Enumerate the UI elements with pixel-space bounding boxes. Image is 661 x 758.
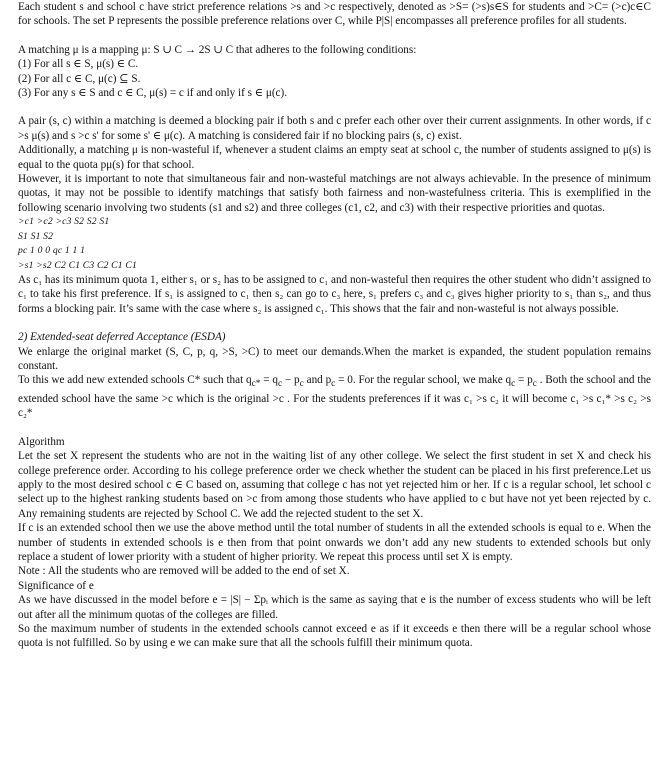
paragraph-non-wasteful: Additionally, a matching μ is non-wasteful if, whenever a student claims an empty seat at school c, the number of students assigned to μ(s) is equal to the quota pμ(s) for that school. — [18, 144, 651, 171]
paragraph-enlarge-market: We enlarge the original market (S, C, p, q, >S, >C) to meet our demands.When the market is expanded, the student population remains constant. — [18, 345, 651, 372]
section-heading-esda: 2) Extended-seat deferred Acceptance (ESDA) — [18, 331, 226, 344]
example-line-3: pc 1 0 0 qc 1 1 1 — [18, 245, 86, 257]
paragraph-blocking-pair: A pair (s, c) within a matching is deemed a blocking pair if both s and c prefer each other over their current assignments. In other words, if c >s μ(s) and s >c s' for some s' ∈ μ(c). A matching is considered fair if no blocking pairs (s, c) exist. — [18, 115, 651, 142]
example-line-4: >s1 >s2 C2 C1 C3 C2 C1 C1 — [18, 259, 137, 271]
example-line-1: >c1 >c2 >c3 S2 S2 S1 — [18, 216, 110, 228]
example-line-2: S1 S1 S2 — [18, 230, 54, 242]
algorithm-heading: Algorithm — [18, 435, 65, 448]
paragraph-significance-2: So the maximum number of students in the extended schools cannot exceed e as if it exceeds e then there will be a regular school whose quota is not fulfilled. So by using e we can make sure that all the schools fulfill their minimum quota. — [18, 623, 651, 650]
condition-1: (1) For all s ∈ S, μ(s) ∈ C. — [18, 58, 139, 71]
paragraph-extended-school-rule: If c is an extended school then we use the above method until the total number of students in all the extended schools is equal to e. When the number of students in extended schools is e then from that point onwards we don’t add any new students to extended schools but only replace a student of lower priority with a student of higher priority. We repeat this process until set X is empty. — [18, 522, 651, 564]
paragraph-fair-nonwasteful: However, it is important to note that simultaneous fair and non-wasteful matchings are not always achievable. In the presence of minimum quotas, it may not be possible to identify matchings that satisfy both fairness and non-wastefulness criteria. This is exemplified in the following scenario involving two students (s1 and s2) and three colleges (c1, c2, and c3) with their respective priorities and quotas. — [18, 173, 651, 214]
paragraph-significance-1: As we have discussed in the model before e = |S| − Σpᵢ which is the same as saying that e is the number of excess students who will be left out after all the minimum quotas of the colleges are filled. — [18, 594, 651, 621]
significance-heading: Significance of e — [18, 579, 94, 592]
paragraph-example-explanation: As c₁ has its minimum quota 1, either s₁ or s₂ has to be assigned to c₁ and non-wasteful then requires the other student who didn’t assigned to c₁ to take his first preference. If s₁ is assigned to c₁ then s₂ can go to c₃ here, s₁ prefers c₃ and c₃ gives higher priority to s₁ than s₂, and thus forms a blocking pair. It’s same with the case where s₂ is assigned c₁. This shows that the fair and non-wasteful is not always possible. — [18, 273, 651, 315]
paragraph-matching-definition: A matching μ is a mapping μ: S ∪ C → 2S ∪ C that adheres to the following conditions: — [18, 43, 417, 56]
paragraph-note: Note : All the students who are removed will be added to the end of set X. — [18, 565, 350, 578]
condition-3: (3) For any s ∈ S and c ∈ C, μ(s) = c if and only if s ∈ μ(c). — [18, 87, 288, 100]
paragraph-extended-schools: To this we add new extended schools C* such that $q_{c*} = q_c - p_c$ and $p_c = 0$. For the regular school, we make $q_c = p_c$ . Both the school and the extended school have the same >c which is the original >c . For the students preferences if it was c₁ >s c₂ it will become c₁ >s c₁* >s c₂ >s c₂* — [18, 374, 652, 420]
paragraph-algorithm: Let the set X represent the students who are not in the waiting list of any other college. We select the first student in set X and check his college preference order. According to his college preference order we check whether the student can be placed in his first preference.Let us apply to the most desired school c ∈ C based on, assuming that college c has not yet rejected him or her. If c is a regular school, let school c select up to the highest ranking students based on >c from among those students who have applied to c but have not yet been rejected by c. Any remaining students are rejected by School C. We add the rejected student to the set X. — [18, 450, 651, 520]
condition-2: (2) For all c ∈ C, μ(c) ⊆ S. — [18, 72, 141, 85]
paragraph-preferences: Each student s and school c have strict preference relations >s and >c respectively, denoted as >S= (>s)s∈S for students and >C= (>c)c∈C for schools. The set P represents the possible preference relations over C, while P|S| encompasses all preference profiles for all students. — [18, 1, 651, 28]
